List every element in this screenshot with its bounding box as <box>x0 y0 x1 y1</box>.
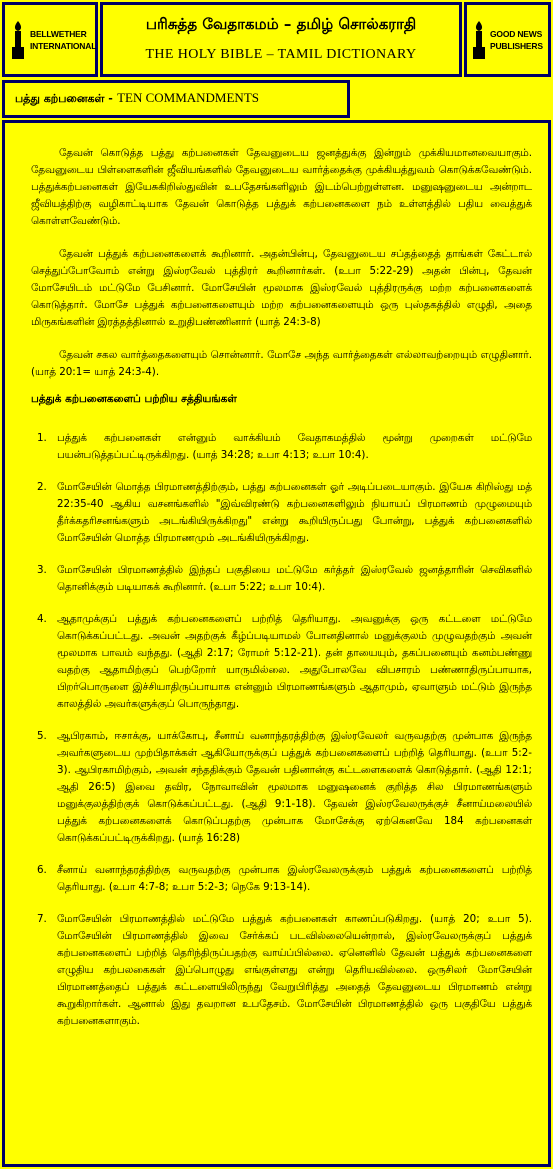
item-number: 5. <box>37 730 47 742</box>
item-number: 7. <box>37 913 47 925</box>
item-text: மோசேயின் மொத்த பிரமாணத்திற்கும், பத்து கற்பனைகள் ஓர் அடிப்படையாகும். இயேசு கிறிஸ்து மத் 22:35-40 ஆகிய வசனங்களில் "இவ்விரண்டு கற்பனைகளிலும் நியாயப் பிரமாணம் முழுமையும் தீர்க்கதரிசனங்களும் அடங்கியிருக்கிறது" என்று கூறியிருப்பது போன்று, பத்துக் கற்பனைகளில் மோசேயின் மொத்த பிரமாணமும் அடங்கியிருக்கிறது. <box>57 481 532 544</box>
list-item <box>37 430 532 464</box>
logo-line-2: PUBLISHERS <box>490 40 543 51</box>
item-number: 6. <box>37 864 47 876</box>
section-title-english: TEN COMMANDMENTS <box>117 90 259 105</box>
logo-line-1: GOOD NEWS <box>490 28 543 39</box>
item-text: மோசேயின் பிரமாணத்தில் இந்தப் பகுதியை மட்டுமே கர்த்தர் இஸ்ரவேல் ஜனத்தாரின் செவிகளில் தொனிக்கும் படியாகக் கூறினார். (உபா 5:22; உபா 10:4). <box>57 564 532 593</box>
title-tamil: பரிசுத்த வேதாகமம் – தமிழ் சொல்கராதி <box>145 15 417 33</box>
list-item <box>37 562 532 596</box>
facts-heading: பத்துக் கற்பனைகளைப் பற்றிய சத்தியங்கள் <box>31 393 237 405</box>
lamp-icon <box>9 19 27 61</box>
item-text: பத்துக் கற்பனைகள் என்னும் வாக்கியம் வேதாகமத்தில் மூன்று முறைகள் மட்டுமே பயன்படுத்தப்பட்டிருக்கிறது. (யாத் 34:28; உபா 4:13; உபா 10:4). <box>57 432 532 461</box>
item-number: 3. <box>37 564 47 576</box>
item-text: மோசேயின் பிரமாணத்தில் மட்டுமே பத்துக் கற்பனைகள் காணப்படுகிறது. (யாத் 20; உபா 5). மோசேயின் பிரமாணத்தில் இவை சேர்க்கப் படவில்லையென்றால், இஸ்ரவேலருக்குப் பத்துக் கற்பனைகளைப் பற்றித் தெரிந்திருப்பதற்கு வாய்ப்பில்லை. ஏனெனில் தேவன் பத்துக் கற்பனைகளை எழுதிய கற்பலகைகள் இப்பொழுது எங்குள்ளது என்று தெரியவில்லை. ஒருசிலர் மோசேயின் பிரமாணத்தைப் பத்துக் கட்டளையிலிருந்து வேறுபிரித்து அதைத் தேவனுடைய பிரமாணம் என்று கூறுகிறார்கள். ஆனால் இது தவறான உபதேசம். மோசேயின் பிரமாணத்தில் ஒரு பகுதியே பத்துக் கற்பனைகளாகும். <box>57 913 532 1027</box>
header-title-box <box>100 2 462 77</box>
list-item <box>37 479 532 547</box>
list-item <box>37 728 532 847</box>
intro-paragraph: தேவன் சகல வார்த்தைகளையும் சொன்னார். மோசே அந்த வார்த்தைகள் எல்லாவற்றையும் எழுதினார். (யாத் 20:1= யாத் 24:3-4). <box>31 349 532 378</box>
logo-line-1: BELLWETHER <box>30 28 87 39</box>
item-number: 4. <box>37 613 47 625</box>
good-news-logo <box>464 2 551 77</box>
logo-line-2: INTERNATIONAL <box>30 40 97 51</box>
section-title-box <box>2 80 350 118</box>
facts-list <box>31 430 532 1030</box>
item-text: சீனாய் வனாந்தரத்திற்கு வருவதற்கு முன்பாக இஸ்ரவேலருக்கும் பத்துக் கற்பனைகளைப் பற்றித் தெரியாது. (உபா 4:7-8; உபா 5:2-3; நெகே 9:13-14). <box>57 864 532 893</box>
lamp-icon <box>471 19 487 61</box>
intro-paragraph: தேவன் பத்துக் கற்பனைகளைக் கூறினார். அதன்பின்பு, தேவனுடைய சப்தத்தைத் தாங்கள் கேட்டால் செத்துப்போவோம் என்று இஸ்ரவேல் புத்திரர் கூறினார்கள். (உபா 5:22-29) அதன் பின்பு, தேவன் மோசேயிடம் மட்டுமே பேசினார். மோசேயின் மூலமாக இஸ்ரவேல் புத்திரருக்கு மற்ற கற்பனைகளைக் கொடுத்தார். மோசே பத்துக் கற்பனைகளையும் மற்ற கற்பனைகளையும் ஒரு புஸ்தகத்தில் எழுதி, அதை மிருகங்களின் இரத்தத்தினால் உறுதிபண்ணினார் (யாத் 24:3-8) <box>31 248 532 328</box>
item-text: ஆபிரகாம், ஈசாக்கு, யாக்கோபு, சீனாய் வனாந்தரத்திற்கு இஸ்ரவேலர் வருவதற்கு முன்பாக இருந்த அவர்களுடைய முற்பிதாக்கள் ஆகியோருக்குப் பத்துக் கற்பனைகளைப் பற்றித் தெரியாது. (உபா 5:2-3). ஆபிரகாமிற்கும், அவன் சந்ததிக்கும் தேவன் பதினான்கு கட்டளைகளைக் கொடுத்தார். (ஆதி 12:1; ஆதி 26:5) இவை தவிர, நோவாவின் மூலமாக மனுஷனைக் குறித்த சில பிரமாணங்களும் மனுக்குலத்திற்குக் கொடுக்கப்பட்டது. (ஆதி 9:1-18). தேவன் இஸ்ரவேலருக்குச் சீனாய்மலையில் பத்துக் கற்பனைகளைக் கொடுப்பதற்கு முன்பாக மோசேக்கு ஏற்கெனவே 184 கற்பனைகள் கொடுக்கப்பட்டிருக்கிறது. (யாத் 16:28) <box>57 730 532 844</box>
item-text: ஆதாமுக்குப் பத்துக் கற்பனைகளைப் பற்றித் தெரியாது. அவனுக்கு ஒரு கட்டளை மட்டுமே கொடுக்கப்பட்டது. அவன் அதற்குக் கீழ்ப்படியாமல் போனதினால் மனுக்குலம் முழுவதற்கும் அவன் மூலமாக பாவம் வந்தது. (ஆதி 2:17; ரோமர் 5:12-21). தன் தாயையும், தகப்பனையும் கனம்பண்ணு வதற்கு ஆதாமிற்குப் பெற்றோர் யாருமில்லை. அதுபோலவே விபசாரம் பண்ணாதிருப்பாயாக, பிறர்பொருளை இச்சியாதிருப்பாயாக என்னும் பிரமாணங்களும் ஆதாமும், ஏவாளும் மட்டும் இருந்த காலத்தில் அவர்களுக்குப் பொருந்தாது. <box>57 613 532 710</box>
intro-paragraph: தேவன் கொடுத்த பத்து கற்பனைகள் தேவனுடைய ஜனத்துக்கு இன்றும் முக்கியமானவையாகும். தேவனுடைய பிள்ளைகளின் ஜீவியங்களில் தேவனுடைய வார்த்தைக்கு முக்கியத்துவம் கொடுக்கவேண்டும். பத்துக்கற்பனைகள் இயேசுகிறிஸ்துவின் உபதேசங்களிலும் இடம்பெற்றுள்ளன. மனுஷனுடைய அன்றாட ஜீவியத்திற்கு வழிகாட்டியாக தேவன் கொடுத்த பத்துக் கற்பனைகளை நம் உள்ளத்தில் பதிய வைத்துக் கொள்ளவேண்டும். <box>31 147 532 227</box>
section-title-tamil: பத்து கற்பனைகள் - <box>15 92 113 105</box>
item-number: 2. <box>37 481 47 493</box>
list-item <box>37 911 532 1030</box>
article-body <box>2 120 551 1167</box>
bellwether-logo <box>2 2 98 77</box>
list-item <box>37 611 532 713</box>
item-number: 1. <box>37 432 47 444</box>
list-item <box>37 862 532 896</box>
title-english: THE HOLY BIBLE – TAMIL DICTIONARY <box>145 47 417 62</box>
